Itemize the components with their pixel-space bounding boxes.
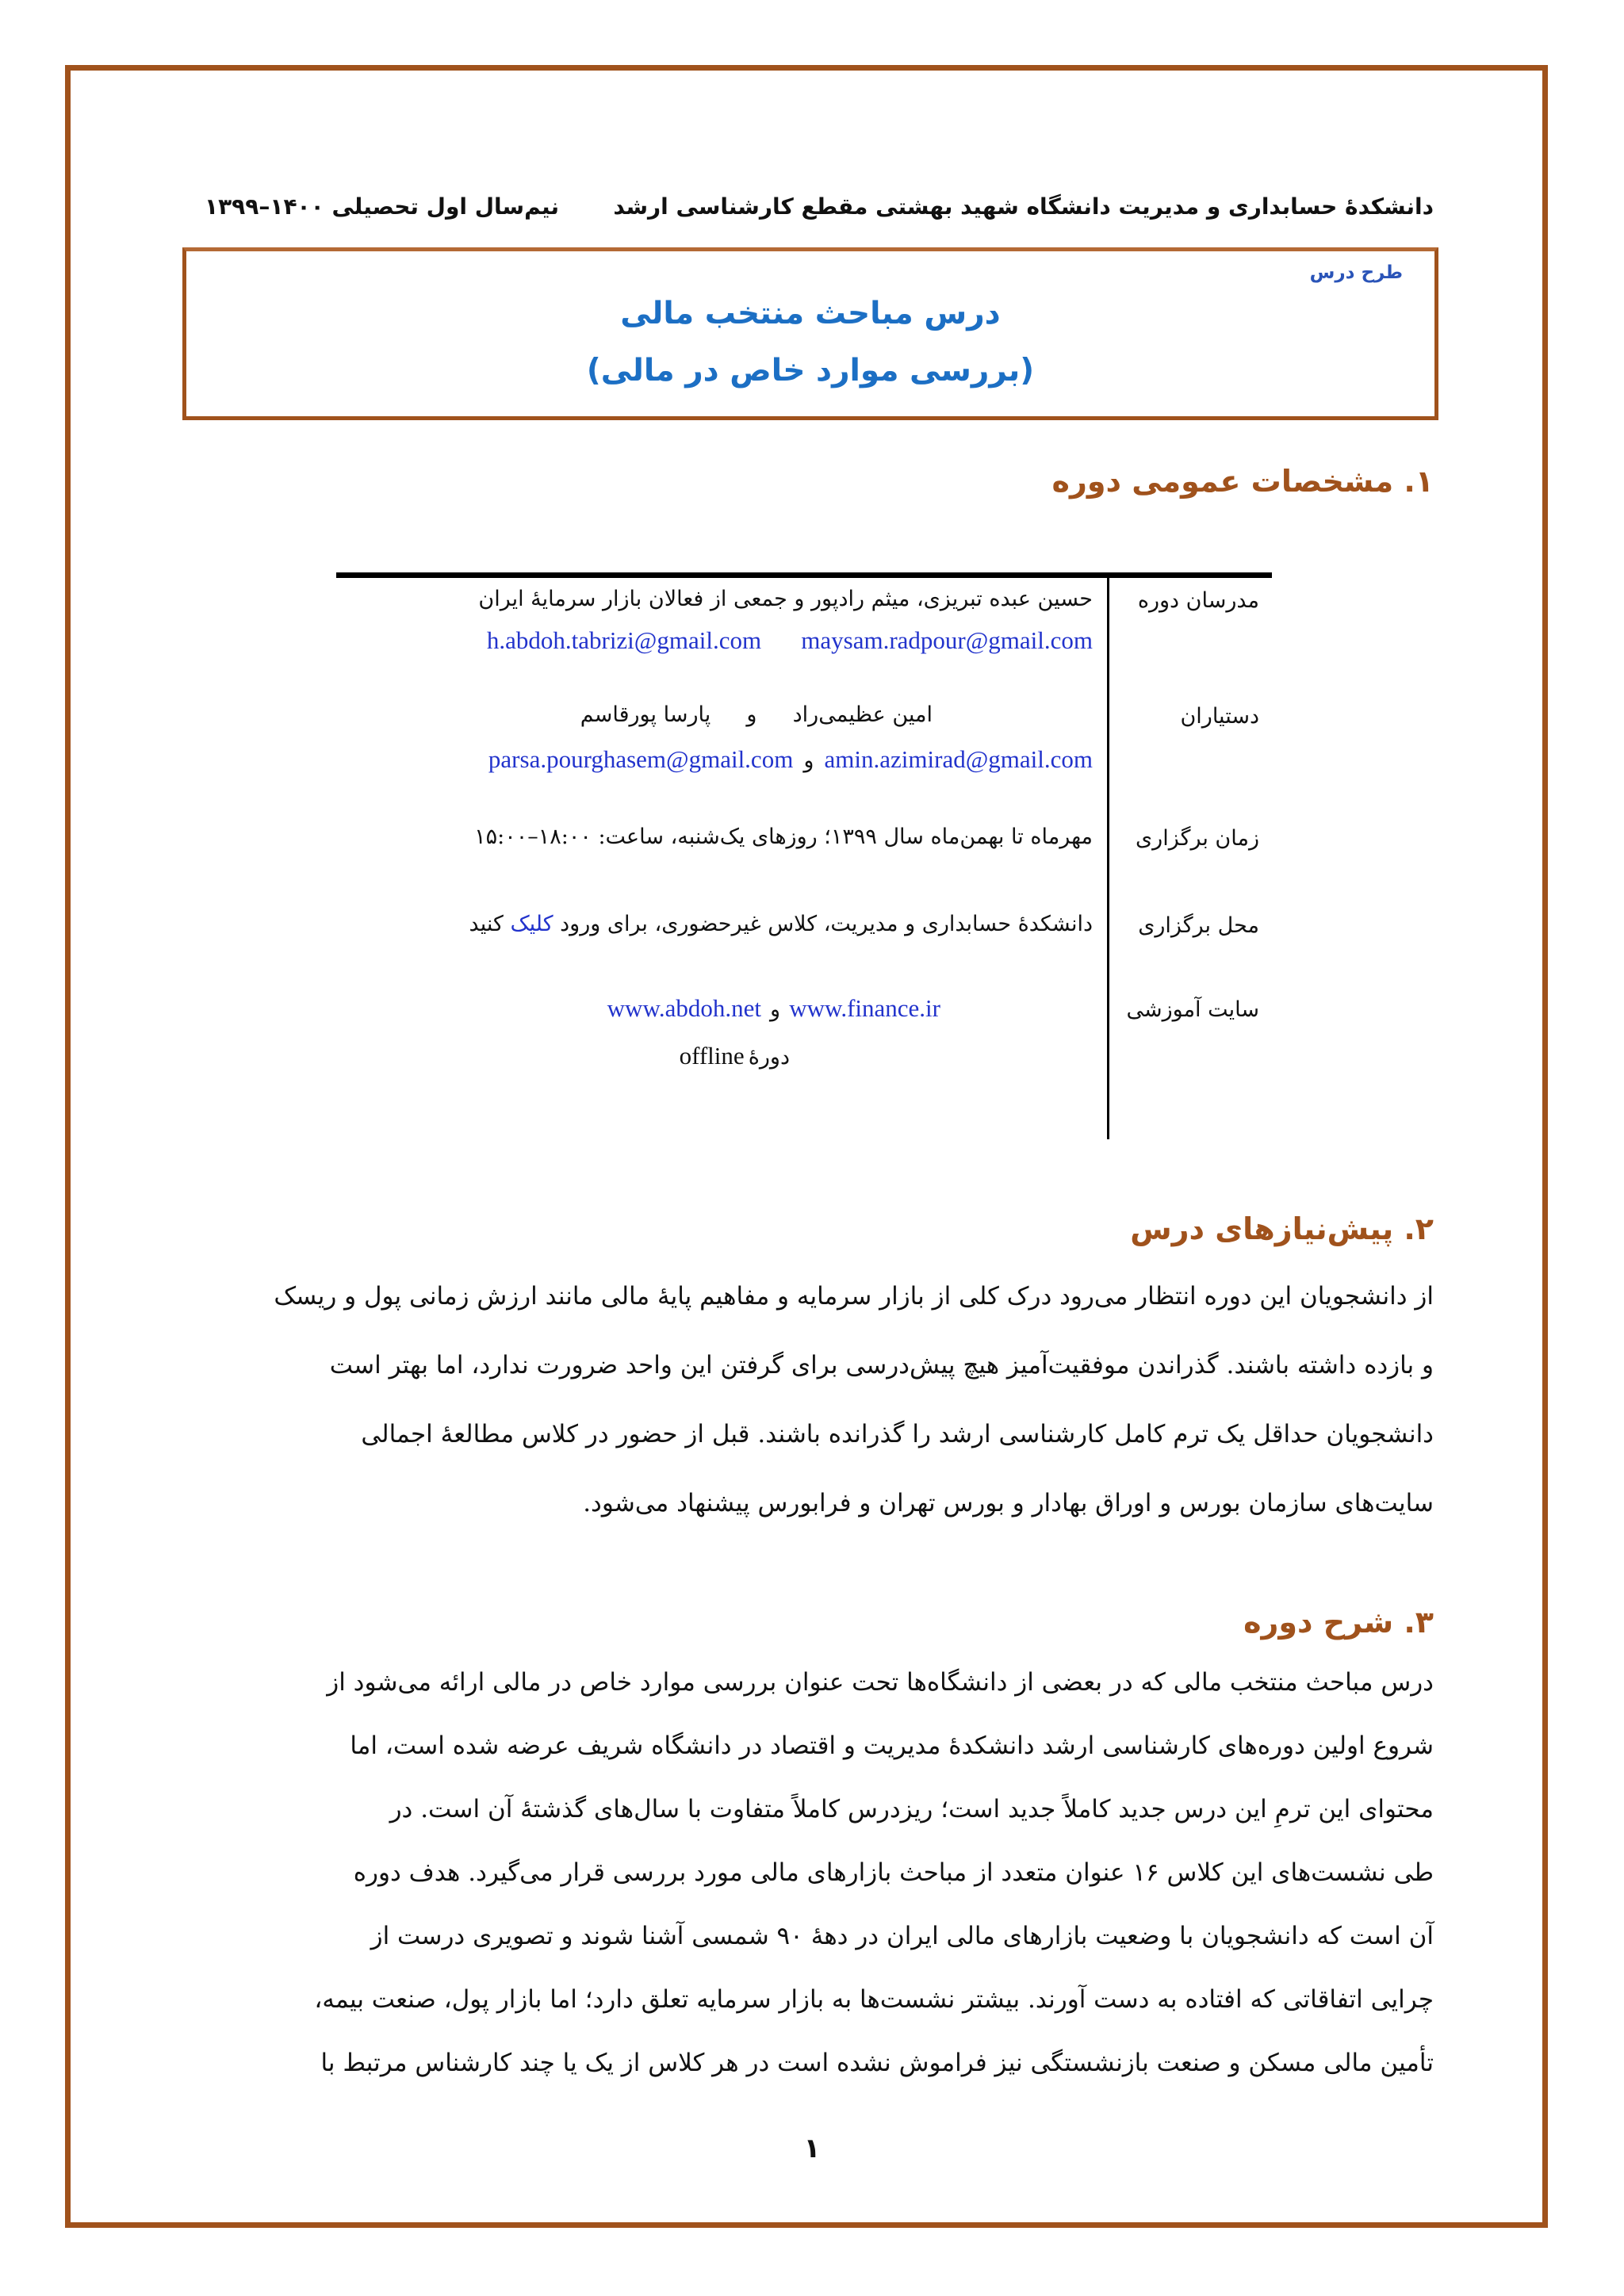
row-label-schedule: زمان برگزاری (1136, 826, 1259, 851)
row-label-assistants: دستیاران (1180, 704, 1259, 729)
description-line: درس مباحث منتخب مالی که در بعضی از دانشگاه‌ها تحت عنوان بررسی موارد خاص در مالی ارائه می‌شود از (327, 1668, 1434, 1697)
section-heading-description: ۳. شرح دوره (1243, 1605, 1434, 1640)
prerequisites-line: دانشجویان حداقل یک ترم کامل کارشناسی ارشد را گذرانده باشند. قبل از حضور در کلاس مطالعۀ اجمالی (361, 1420, 1434, 1448)
offline-prefix: دورۀ (748, 1045, 790, 1070)
location-description: دانشکدۀ حسابداری و مدیریت، کلاس غیرحضوری، برای ورود (560, 912, 1093, 936)
description-line: طی نشست‌های این کلاس ۱۶ عنوان متعدد از مباحث بازارهای مالی مورد بررسی قرار می‌گیرد. هدف دوره (353, 1858, 1434, 1887)
offline-word: offline (679, 1042, 745, 1070)
offline-course-line (680, 1042, 790, 1070)
websites-line (607, 994, 940, 1023)
class-entry-link[interactable]: کلیک (510, 912, 553, 936)
description-line: تأمین مالی مسکن و صنعت بازنشستگی نیز فراموش نشده است در هر کلاس از یک یا چند کارشناس مرتبط با (320, 2049, 1434, 2077)
description-paragraph (200, 1665, 1434, 2080)
page-number: ۱ (803, 2133, 821, 2164)
location-text (469, 912, 1093, 936)
title-box (182, 247, 1438, 420)
row-label-location: محل برگزاری (1138, 913, 1259, 938)
table-column-divider (1107, 578, 1109, 1139)
instructor-email-radpour[interactable]: maysam.radpour@gmail.com (801, 626, 1093, 654)
description-line: شروع اولین دوره‌های کارشناسی ارشد دانشکدۀ مدیریت و اقتصاد در دانشگاه شریف عرضه شده است، اما (350, 1732, 1434, 1760)
assistants-conjunction: و (746, 702, 757, 727)
assistants-email-conjunction: و (803, 748, 814, 773)
instructors-emails (487, 626, 1093, 655)
websites-conjunction: و (770, 997, 781, 1022)
section-heading-general: ۱. مشخصات عمومی دوره (1051, 464, 1434, 499)
assistants-emails (488, 745, 1093, 774)
assistants-names (580, 702, 933, 727)
location-text-end: کنید (469, 912, 504, 936)
course-subtitle: (بررسی موارد خاص در مالی) (586, 353, 1035, 388)
prerequisites-line: سایت‌های سازمان بورس و اوراق بهادار و بورس تهران و فرابورس پیشنهاد می‌شود. (583, 1489, 1434, 1517)
schedule-text: مهرماه تا بهمن‌ماه سال ۱۳۹۹؛ روزهای یک‌شنبه، ساعت: ۱۸:۰۰–۱۵:۰۰ (474, 825, 1093, 849)
course-title: درس مباحث منتخب مالی (620, 296, 1001, 331)
section-heading-prerequisites: ۲. پیش‌نیازهای درس (1130, 1211, 1434, 1246)
website-finance-link[interactable]: www.finance.ir (789, 994, 940, 1022)
assistant-email-azimirad[interactable]: amin.azimirad@gmail.com (824, 745, 1093, 773)
table-top-rule (336, 572, 1272, 578)
assistant-name-azimirad: امین عظیمی‌راد (792, 702, 933, 727)
row-label-instructors: مدرسان دوره (1137, 588, 1259, 613)
instructor-email-abdoh[interactable]: h.abdoh.tabrizi@gmail.com (486, 626, 762, 654)
prerequisites-line: و بازده داشته باشند. گذراندن موفقیت‌آمیز هیچ پیش‌درسی برای گرفتن این واحد ضرورت ندارد، اما بهتر است (329, 1351, 1434, 1380)
description-line: محتوای این ترمِ این درس جدید کاملاً جدید است؛ ریزدرس کاملاً متفاوت با سال‌های گذشتۀ آن است. در (389, 1795, 1434, 1823)
course-plan-label: طرح درس (1309, 262, 1403, 283)
header-semester: نیم‌سال اول تحصیلی ۱۴۰۰–۱۳۹۹ (205, 193, 559, 220)
assistant-email-pourghasem[interactable]: parsa.pourghasem@gmail.com (488, 745, 794, 773)
website-abdoh-link[interactable]: www.abdoh.net (607, 994, 761, 1022)
prerequisites-line: از دانشجویان این دوره انتظار می‌رود درک کلی از بازار سرمایه و مفاهیم پایۀ مالی مانند ارزش زمانی پول و ریسک (274, 1282, 1434, 1311)
row-label-websites: سایت آموزشی (1126, 997, 1259, 1022)
description-line: آن است که دانشجویان با وضعیت بازارهای مالی ایران در دهۀ ۹۰ شمسی آشنا شوند و تصویری درست از (370, 1922, 1434, 1950)
description-line: چرایی اتفاقاتی که افتاده به دست آورند. بیشتر نشست‌ها به بازار سرمایه تعلق دارد؛ اما بازار پول، صنعت بیمه، (314, 1985, 1434, 2014)
assistant-name-pourghasem: پارسا پورقاسم (580, 702, 711, 727)
header-institution: دانشکدۀ حسابداری و مدیریت دانشگاه شهید بهشتی مقطع کارشناسی ارشد (613, 193, 1434, 220)
prerequisites-paragraph (200, 1279, 1434, 1521)
instructors-text: حسین عبده تبریزی، میثم رادپور و جمعی از فعالان بازار سرمایۀ ایران (478, 587, 1093, 611)
